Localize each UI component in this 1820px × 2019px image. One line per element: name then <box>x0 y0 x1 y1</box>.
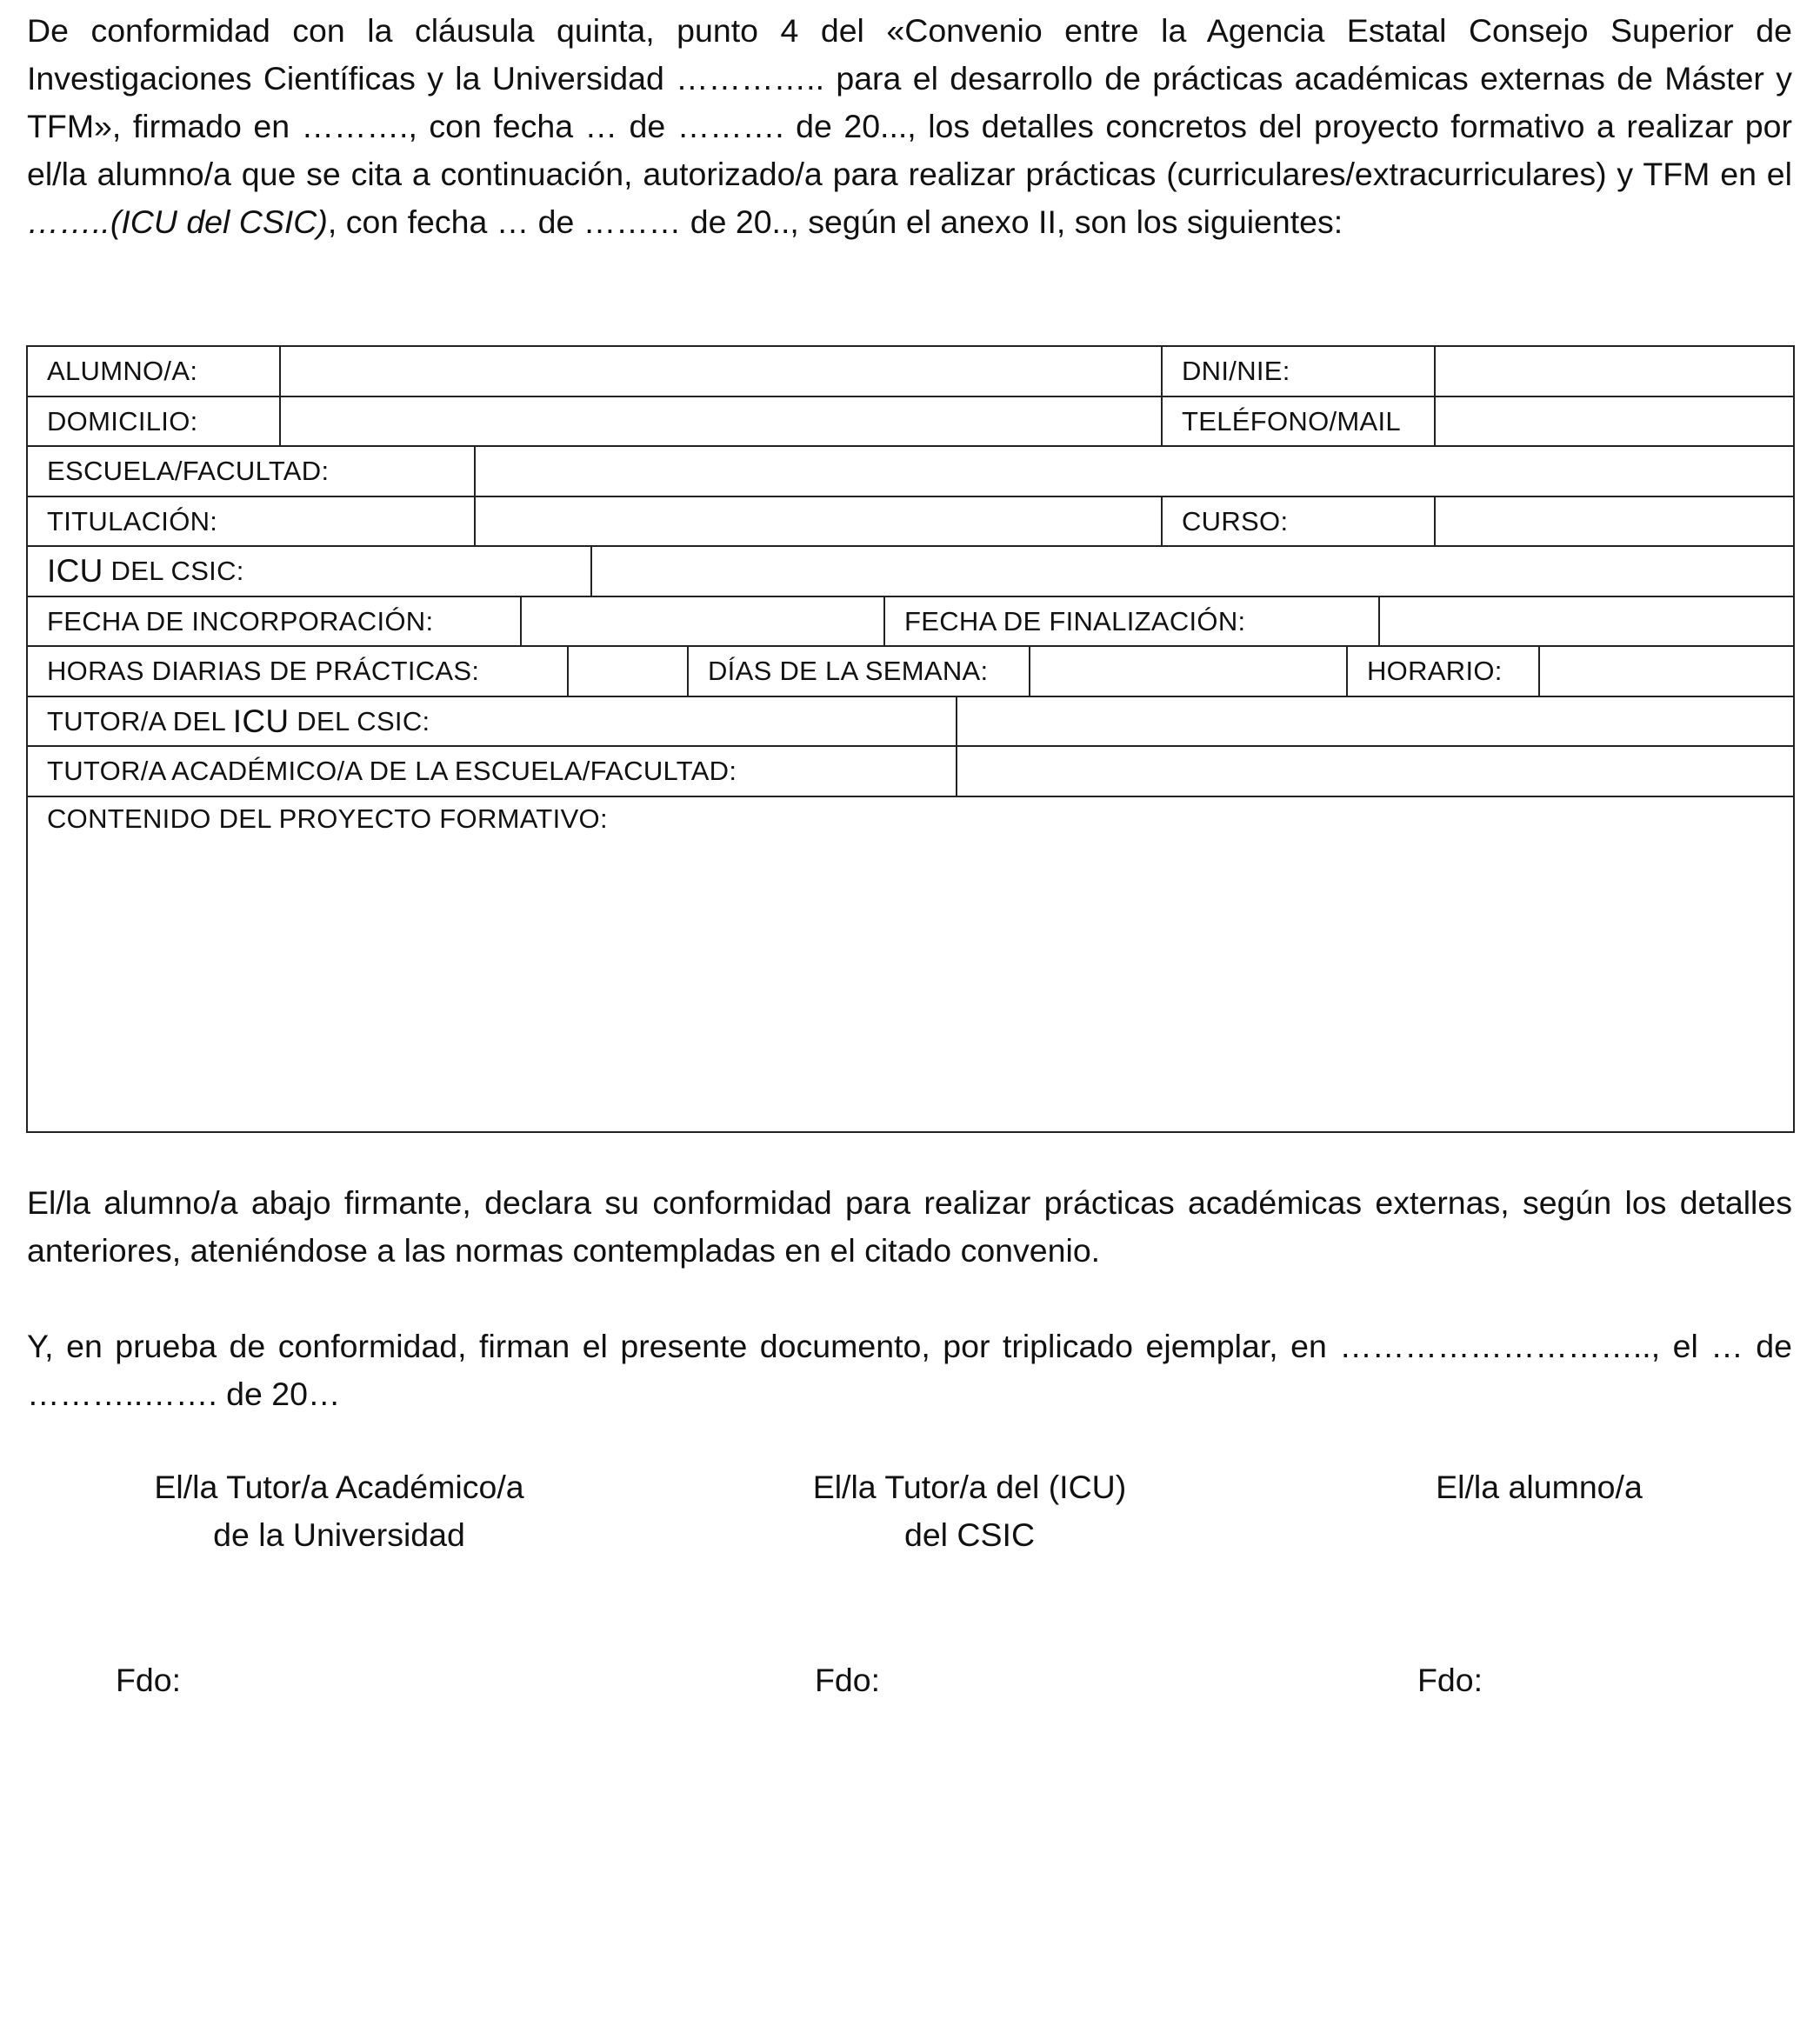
label-horas: HORAS DIARIAS DE PRÁCTICAS: <box>47 656 480 686</box>
intro-paragraph <box>27 7 1792 246</box>
label-icu-acronym: ICU <box>47 553 103 589</box>
field-horario[interactable] <box>1538 647 1793 696</box>
signature-title-line1: El/la alumno/a <box>1436 1469 1643 1505</box>
row-tutor-icu <box>28 697 1793 747</box>
signature-title-line1: El/la Tutor/a Académico/a <box>154 1469 524 1505</box>
field-icu[interactable] <box>590 547 1793 596</box>
label-icu-rest: DEL CSIC: <box>103 556 244 586</box>
row-fechas <box>28 597 1793 647</box>
row-titulacion <box>28 497 1793 547</box>
field-escuela[interactable] <box>474 447 1793 496</box>
intro-text: De conformidad con la cláusula quinta, punto 4 del «Convenio entre la Agencia Estatal Consejo Superior de Investigaciones Científicas y la Universidad ………….. para el desarrollo de prácticas académicas externas de Máster y TFM», firmado en ………., con fecha … de ………. de 20..., los detalles concretos del proyecto formativo a realizar por el/la alumno/a que se cita a continuación, autorizado/a para realizar prácticas (curriculares/extracurriculares) y TFM en el <box>27 12 1792 192</box>
field-horas[interactable] <box>567 647 687 696</box>
declaration-paragraph: El/la alumno/a abajo firmante, declara su conformidad para realizar prácticas académicas externas, según los detalles anteriores, ateniéndose a las normas contempladas en el citado convenio. <box>27 1184 1792 1269</box>
signature-title-line1: El/la Tutor/a del (ICU) <box>812 1469 1127 1505</box>
label-fecha-finalizacion: FECHA DE FINALIZACIÓN: <box>883 597 1378 645</box>
fdo-alumno: Fdo: <box>1417 1662 1483 1698</box>
row-escuela <box>28 447 1793 497</box>
label-tutor-academico: TUTOR/A ACADÉMICO/A DE LA ESCUELA/FACULTAD: <box>47 756 737 786</box>
field-alumno[interactable] <box>279 347 1161 396</box>
fdo-tutor-academico: Fdo: <box>116 1662 182 1698</box>
label-tutor-icu-acronym: ICU <box>232 703 290 739</box>
signature-title-line2: del CSIC <box>903 1516 1036 1553</box>
signing-paragraph: Y, en prueba de conformidad, firman el presente documento, por triplicado ejemplar, en ……………………….., el … de ………..……. de 20… <box>27 1328 1792 1412</box>
row-horas <box>28 647 1793 697</box>
label-dias: DÍAS DE LA SEMANA: <box>687 647 1029 696</box>
field-contenido[interactable] <box>28 796 1793 1131</box>
label-curso: CURSO: <box>1161 497 1434 545</box>
label-tutor-icu-b: DEL CSIC: <box>289 705 430 736</box>
row-alumno <box>28 347 1793 397</box>
field-tutor-icu[interactable] <box>956 697 1793 745</box>
intro-icu-italic: ……..(ICU del CSIC) <box>27 203 328 240</box>
field-fecha-incorporacion[interactable] <box>520 597 883 645</box>
field-telefono[interactable] <box>1434 397 1793 445</box>
label-domicilio: DOMICILIO: <box>47 405 198 436</box>
field-titulacion[interactable] <box>474 497 1161 545</box>
field-fecha-finalizacion[interactable] <box>1378 597 1793 645</box>
label-telefono: TELÉFONO/MAIL <box>1161 397 1434 445</box>
label-fecha-incorporacion: FECHA DE INCORPORACIÓN: <box>47 605 434 636</box>
signature-tutor-icu <box>774 1463 1165 1559</box>
field-dias[interactable] <box>1029 647 1346 696</box>
signature-tutor-academico <box>130 1463 548 1559</box>
label-tutor-icu-a: TUTOR/A DEL <box>47 705 233 736</box>
field-domicilio[interactable] <box>279 397 1161 445</box>
label-horario: HORARIO: <box>1346 647 1538 696</box>
label-titulacion: TITULACIÓN: <box>47 505 218 536</box>
signature-alumno <box>1409 1463 1670 1511</box>
field-tutor-academico[interactable] <box>956 747 1793 796</box>
label-icu <box>28 547 590 596</box>
intro-text-end: , con fecha … de ……… de 20.., según el anexo II, son los siguientes: <box>327 203 1343 240</box>
label-contenido: CONTENIDO DEL PROYECTO FORMATIVO: <box>47 803 608 834</box>
field-curso[interactable] <box>1434 497 1793 545</box>
label-dni: DNI/NIE: <box>1161 347 1434 396</box>
label-escuela: ESCUELA/FACULTAD: <box>47 456 330 486</box>
label-alumno: ALUMNO/A: <box>47 356 198 386</box>
project-form-table <box>26 345 1795 1133</box>
label-tutor-icu <box>28 697 956 745</box>
row-domicilio <box>28 397 1793 447</box>
signature-title-line2: de la Universidad <box>213 1516 465 1553</box>
row-icu <box>28 547 1793 597</box>
field-dni[interactable] <box>1434 347 1793 396</box>
row-tutor-academico <box>28 747 1793 797</box>
fdo-tutor-icu: Fdo: <box>815 1662 881 1698</box>
